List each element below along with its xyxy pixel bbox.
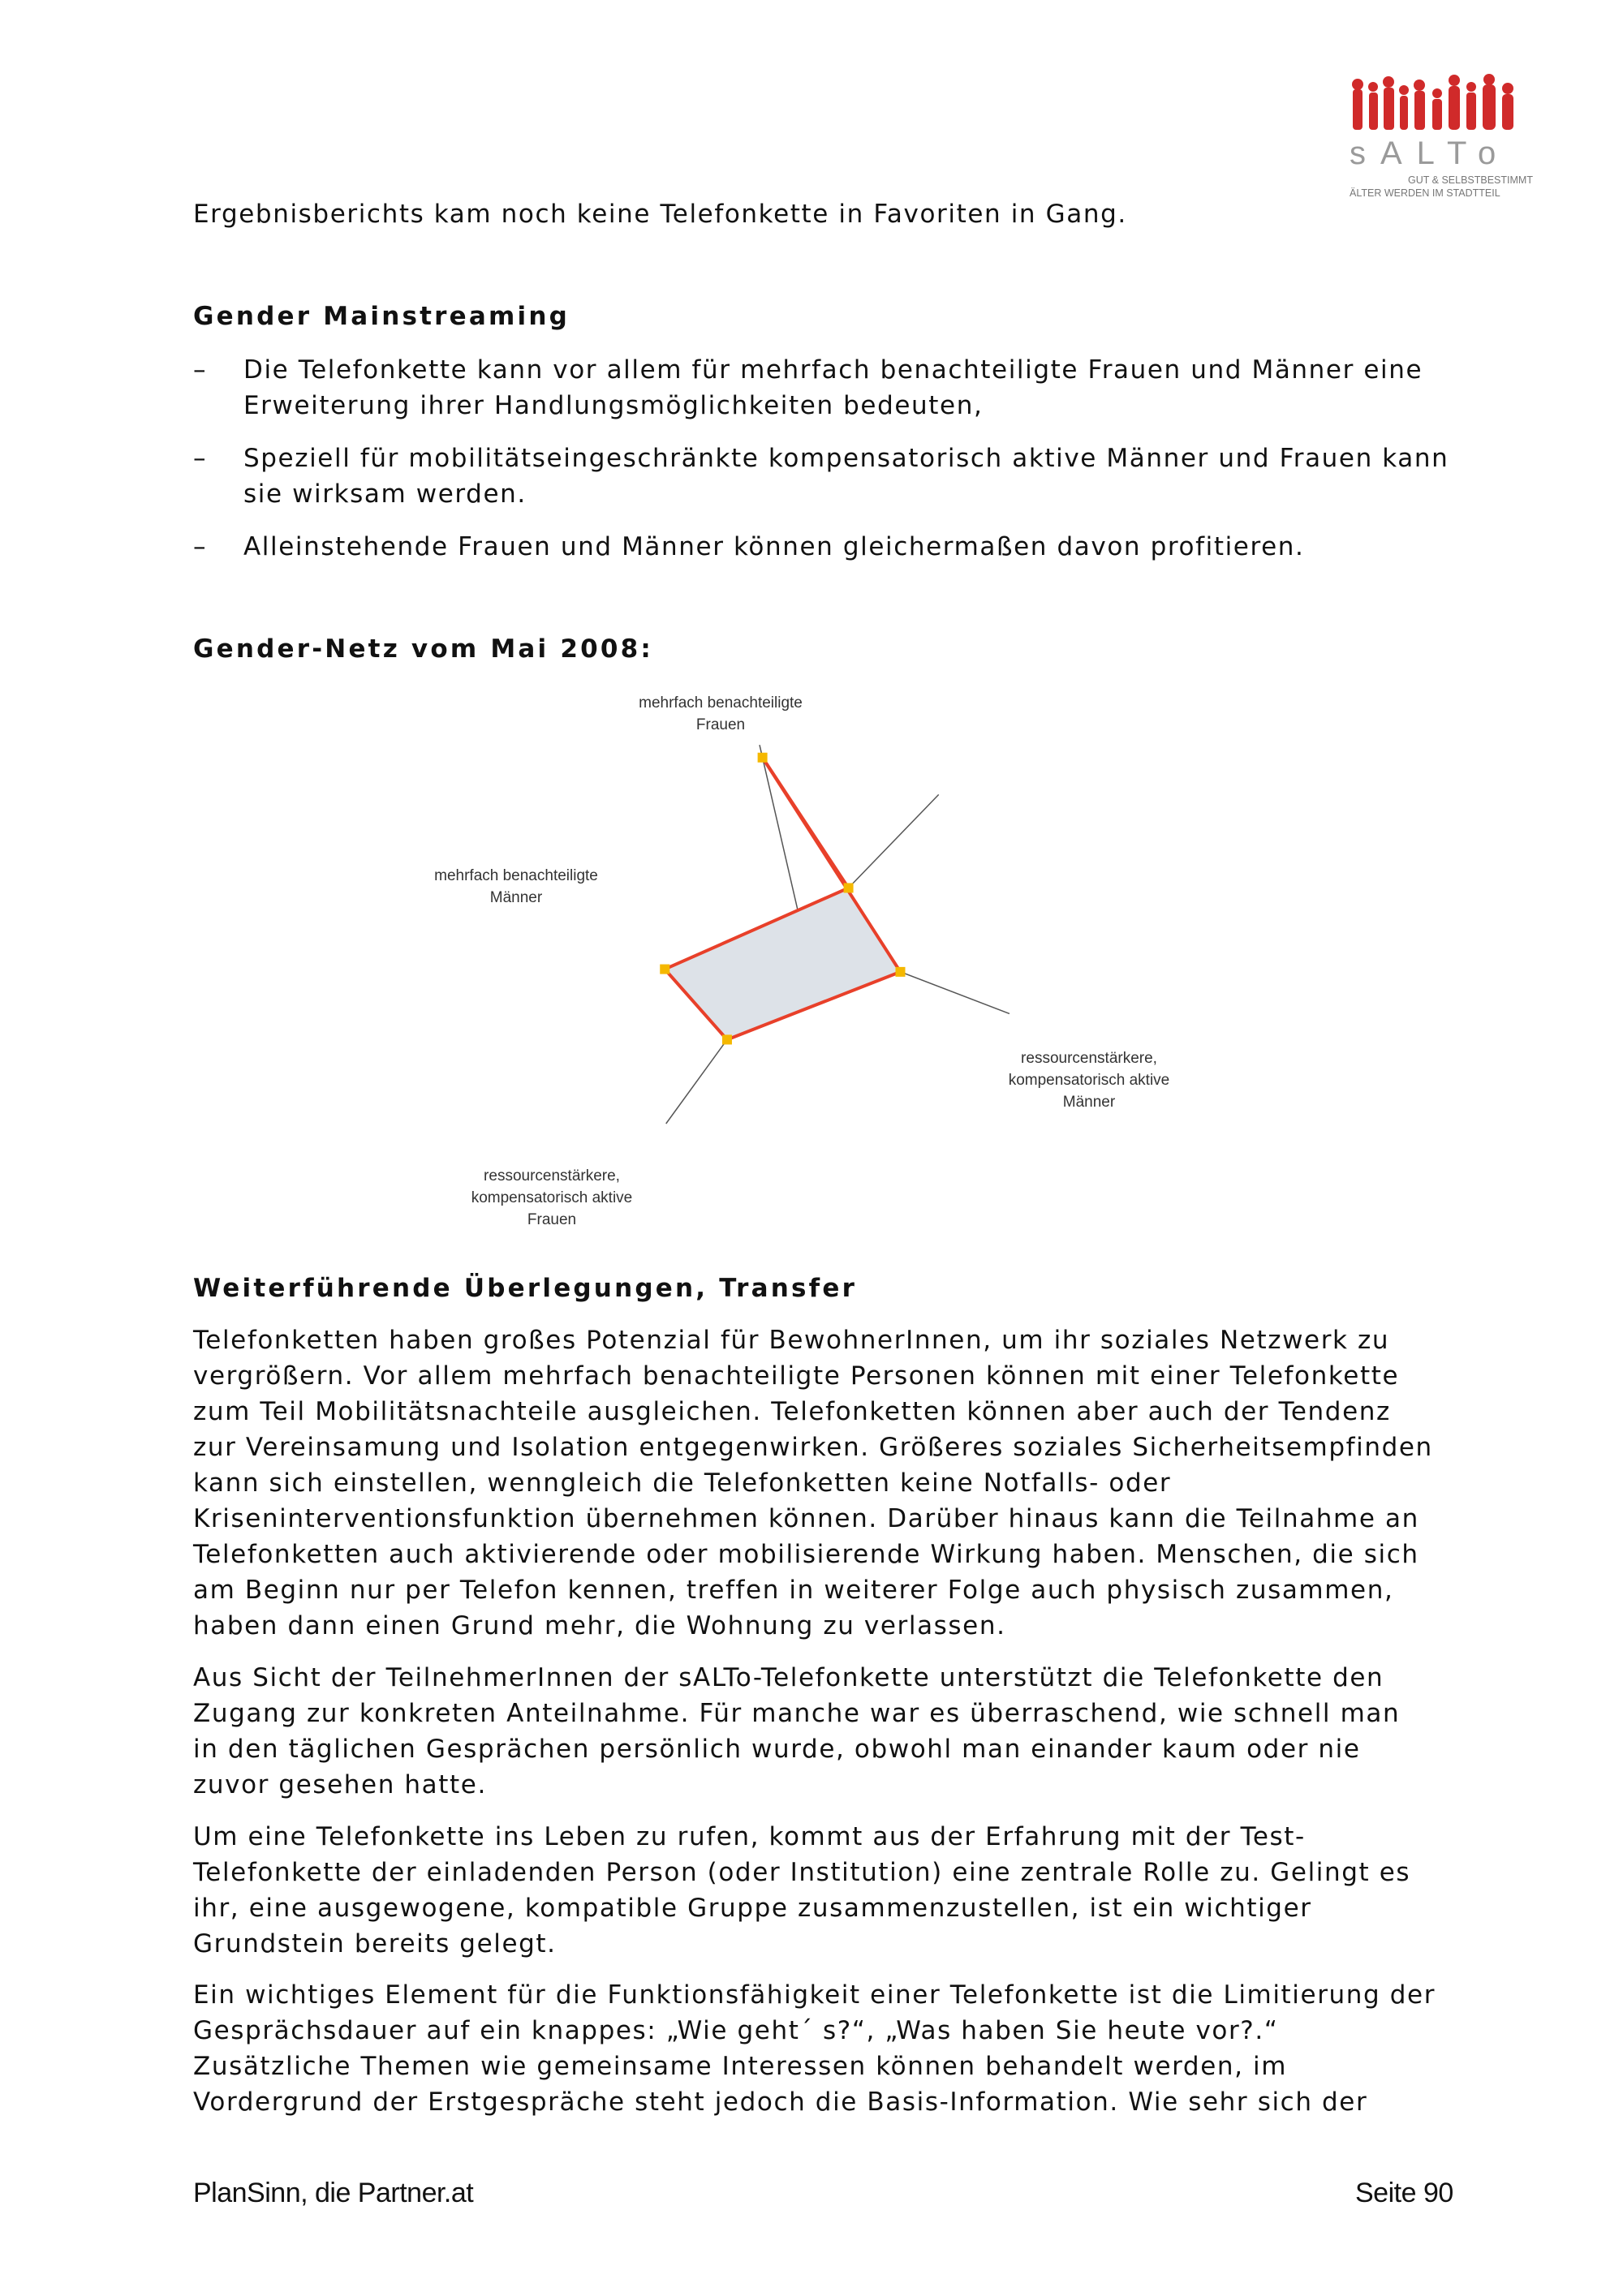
text-line: Zusätzliche Themen wie gemeinsame Interessen können behandelt werden, im — [193, 2052, 1288, 2081]
gender-netz-chart — [406, 681, 1217, 1249]
footer-left: PlanSinn, die Partner.at — [193, 2178, 474, 2208]
text-line: ihr, eine ausgewogene, kompatible Gruppe zusammenzustellen, ist ein wichtiger — [193, 1894, 1312, 1923]
logo-tagline-1: GUT & SELBSTBESTIMMT — [1408, 174, 1533, 186]
radar-area — [665, 758, 900, 1040]
text-line: Vordergrund der Erstgespräche steht jedoch die Basis-Information. Wie sehr sich der — [193, 2087, 1368, 2117]
logo-figures-icon — [1352, 74, 1513, 130]
text-line: zum Teil Mobilitätsnachteile ausgleichen. Telefonketten können aber auch der Tendenz — [193, 1397, 1391, 1426]
logo-tagline-2: ÄLTER WERDEN IM STADTTEIL — [1350, 187, 1500, 199]
intro-line: Ergebnisberichts kam noch keine Telefonkette in Favoriten in Gang. — [193, 200, 1127, 229]
bullet-item — [193, 441, 1459, 512]
gender-netz-heading: Gender-Netz vom Mai 2008: — [193, 634, 653, 664]
radar-axis-label: ressourcenstärkere, kompensatorisch aktive Frauen — [471, 1167, 633, 1228]
text-line: Telefonkette der einladenden Person (oder Institution) eine zentrale Rolle zu. Gelingt es — [193, 1858, 1411, 1887]
text-line: Um eine Telefonkette ins Leben zu rufen, kommt aus der Erfahrung mit der Test- — [193, 1822, 1306, 1851]
radar-point — [722, 1034, 732, 1044]
text-line: zuvor gesehen hatte. — [193, 1770, 487, 1799]
text-line: Grundstein bereits gelegt. — [193, 1929, 557, 1958]
text-line: Telefonketten haben großes Potenzial für BewohnerInnen, um ihr soziales Netzwerk zu — [193, 1326, 1390, 1355]
radar-point — [660, 965, 669, 974]
bullet-text: Die Telefonkette kann vor allem für mehrfach benachteiligte Frauen und Männer eine Erweiterung ihrer Handlungsmöglichkeiten bedeuten, — [243, 355, 1423, 420]
radar-axis-line — [760, 745, 803, 935]
gender-mainstreaming-heading: Gender Mainstreaming — [193, 302, 570, 331]
text-line: haben dann einen Grund mehr, die Wohnung zu verlassen. — [193, 1611, 1006, 1640]
bullet-text: Speziell für mobilitätseingeschränkte kompensatorisch aktive Männer und Frauen kann sie wirksam werden. — [243, 444, 1449, 509]
radar-point — [844, 883, 854, 892]
bullet-item — [193, 352, 1459, 424]
radar-point — [895, 967, 905, 977]
logo-wordmark: sALTo — [1350, 135, 1511, 171]
paragraph-1 — [193, 1322, 1467, 1644]
text-line: Kriseninterventionsfunktion übernehmen können. Darüber hinaus kann die Teilnahme an — [193, 1504, 1419, 1533]
paragraph-2 — [193, 1660, 1467, 1803]
weiterfuehrende-heading: Weiterführende Überlegungen, Transfer — [193, 1274, 858, 1303]
text-line: Aus Sicht der TeilnehmerInnen der sALTo-Telefonkette unterstützt die Telefonkette den — [193, 1663, 1384, 1692]
paragraph-3 — [193, 1819, 1467, 1962]
text-line: Gesprächsdauer auf ein knappes: „Wie geht´ s?“, „Was haben Sie heute vor?.“ — [193, 2016, 1279, 2045]
text-line: am Beginn nur per Telefon kennen, treffen in weiterer Folge auch physisch zusammen, — [193, 1576, 1394, 1605]
bullet-item — [193, 529, 1459, 565]
radar-point — [758, 753, 768, 763]
bullet-dash: – — [193, 532, 208, 561]
bullet-dash: – — [193, 355, 208, 385]
text-line: in den täglichen Gesprächen persönlich wurde, obwohl man einander kaum oder nie — [193, 1735, 1361, 1764]
text-line: kann sich einstellen, wenngleich die Telefonketten keine Notfalls- oder — [193, 1468, 1172, 1498]
radar-axis-label: ressourcenstärkere, kompensatorisch aktive Männer — [1008, 1050, 1170, 1111]
radar-axis-label: mehrfach benachteiligte Männer — [434, 867, 598, 906]
bullet-dash: – — [193, 444, 208, 473]
paragraph-4 — [193, 1977, 1467, 2120]
text-line: Telefonketten auch aktivierende oder mobilisierende Wirkung haben. Menschen, die sich — [193, 1540, 1419, 1569]
radar-axis-label: mehrfach benachteiligte Frauen — [639, 694, 803, 733]
bullet-text: Alleinstehende Frauen und Männer können gleichermaßen davon profitieren. — [243, 532, 1305, 561]
salto-logo — [1343, 73, 1538, 211]
text-line: Ein wichtiges Element für die Funktionsfähigkeit einer Telefonkette ist die Limitierung der — [193, 1980, 1436, 2010]
text-line: Zugang zur konkreten Anteilnahme. Für manche war es überraschend, wie schnell man — [193, 1699, 1401, 1728]
page-number: Seite 90 — [1355, 2178, 1453, 2208]
text-line: vergrößern. Vor allem mehrfach benachteiligte Personen können mit einer Telefonkette — [193, 1361, 1400, 1391]
text-line: zur Vereinsamung und Isolation entgegenwirken. Größeres soziales Sicherheitsempfinden — [193, 1433, 1433, 1462]
